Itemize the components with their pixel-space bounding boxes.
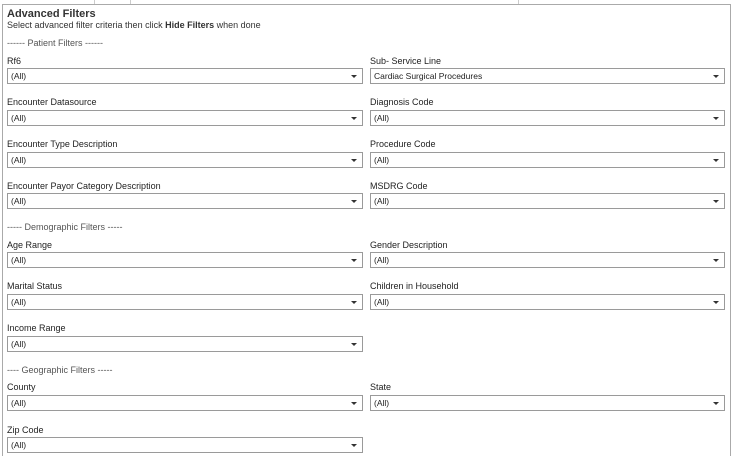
- chevron-down-icon: [351, 343, 357, 346]
- label-marital-status: Marital Status: [7, 281, 63, 291]
- hide-filters-hint: Hide Filters: [165, 20, 215, 30]
- label-msdrg-code: MSDRG Code: [370, 181, 428, 191]
- label-encounter-type: Encounter Type Description: [7, 139, 118, 149]
- rf6-value: (All): [11, 71, 27, 81]
- label-encounter-datasource: Encounter Datasource: [7, 97, 97, 107]
- encounter-type-select[interactable]: [7, 152, 363, 168]
- section-patient-filters: ------ Patient Filters ------: [7, 38, 103, 48]
- chevron-down-icon: [351, 75, 357, 78]
- income-range-select[interactable]: [7, 336, 363, 352]
- chevron-down-icon: [713, 75, 719, 78]
- county-select[interactable]: [7, 395, 363, 411]
- label-income-range: Income Range: [7, 323, 66, 333]
- panel-title: Advanced Filters: [7, 8, 96, 20]
- procedure-code-value: (All): [374, 155, 390, 165]
- chevron-down-icon: [351, 159, 357, 162]
- chevron-down-icon: [351, 402, 357, 405]
- state-value: (All): [374, 398, 390, 408]
- marital-status-value: (All): [11, 297, 27, 307]
- label-gender: Gender Description: [370, 240, 448, 250]
- diagnosis-code-select[interactable]: [370, 110, 725, 126]
- chevron-down-icon: [713, 200, 719, 203]
- gender-value: (All): [374, 255, 390, 265]
- county-value: (All): [11, 398, 27, 408]
- label-diagnosis-code: Diagnosis Code: [370, 97, 434, 107]
- chevron-down-icon: [351, 301, 357, 304]
- label-rf6: Rf6: [7, 56, 22, 66]
- msdrg-code-value: (All): [374, 196, 390, 206]
- zip-code-select[interactable]: [7, 437, 363, 453]
- section-demographic-filters: ----- Demographic Filters -----: [7, 222, 123, 232]
- chevron-down-icon: [713, 159, 719, 162]
- label-age-range: Age Range: [7, 240, 53, 250]
- encounter-datasource-select[interactable]: [7, 110, 363, 126]
- label-procedure-code: Procedure Code: [370, 139, 436, 149]
- payor-category-select[interactable]: [7, 193, 363, 209]
- label-payor-category: Encounter Payor Category Description: [7, 181, 161, 191]
- panel-instructions: Select advanced filter criteria then click Hide Filters when done: [7, 20, 261, 30]
- chevron-down-icon: [351, 444, 357, 447]
- income-range-value: (All): [11, 339, 27, 349]
- payor-category-value: (All): [11, 196, 27, 206]
- marital-status-select[interactable]: [7, 294, 363, 310]
- chevron-down-icon: [351, 117, 357, 120]
- state-select[interactable]: [370, 395, 725, 411]
- chevron-down-icon: [713, 301, 719, 304]
- label-county: County: [7, 382, 36, 392]
- chevron-down-icon: [713, 259, 719, 262]
- children-in-household-value: (All): [374, 297, 390, 307]
- label-zip-code: Zip Code: [7, 425, 44, 435]
- chevron-down-icon: [713, 117, 719, 120]
- chevron-down-icon: [351, 259, 357, 262]
- procedure-code-select[interactable]: [370, 152, 725, 168]
- encounter-datasource-value: (All): [11, 113, 27, 123]
- age-range-select[interactable]: [7, 252, 363, 268]
- zip-code-value: (All): [11, 440, 27, 450]
- age-range-value: (All): [11, 255, 27, 265]
- msdrg-code-select[interactable]: [370, 193, 725, 209]
- label-sub-service-line: Sub- Service Line: [370, 56, 442, 66]
- label-state: State: [370, 382, 392, 392]
- section-geographic-filters: ---- Geographic Filters -----: [7, 365, 113, 375]
- encounter-type-value: (All): [11, 155, 27, 165]
- diagnosis-code-value: (All): [374, 113, 390, 123]
- sub-service-line-select[interactable]: [370, 68, 725, 84]
- chevron-down-icon: [351, 200, 357, 203]
- chevron-down-icon: [713, 402, 719, 405]
- sub-service-line-value: Cardiac Surgical Procedures: [374, 71, 483, 81]
- label-children-in-household: Children in Household: [370, 281, 459, 291]
- gender-select[interactable]: [370, 252, 725, 268]
- children-in-household-select[interactable]: [370, 294, 725, 310]
- rf6-select[interactable]: [7, 68, 363, 84]
